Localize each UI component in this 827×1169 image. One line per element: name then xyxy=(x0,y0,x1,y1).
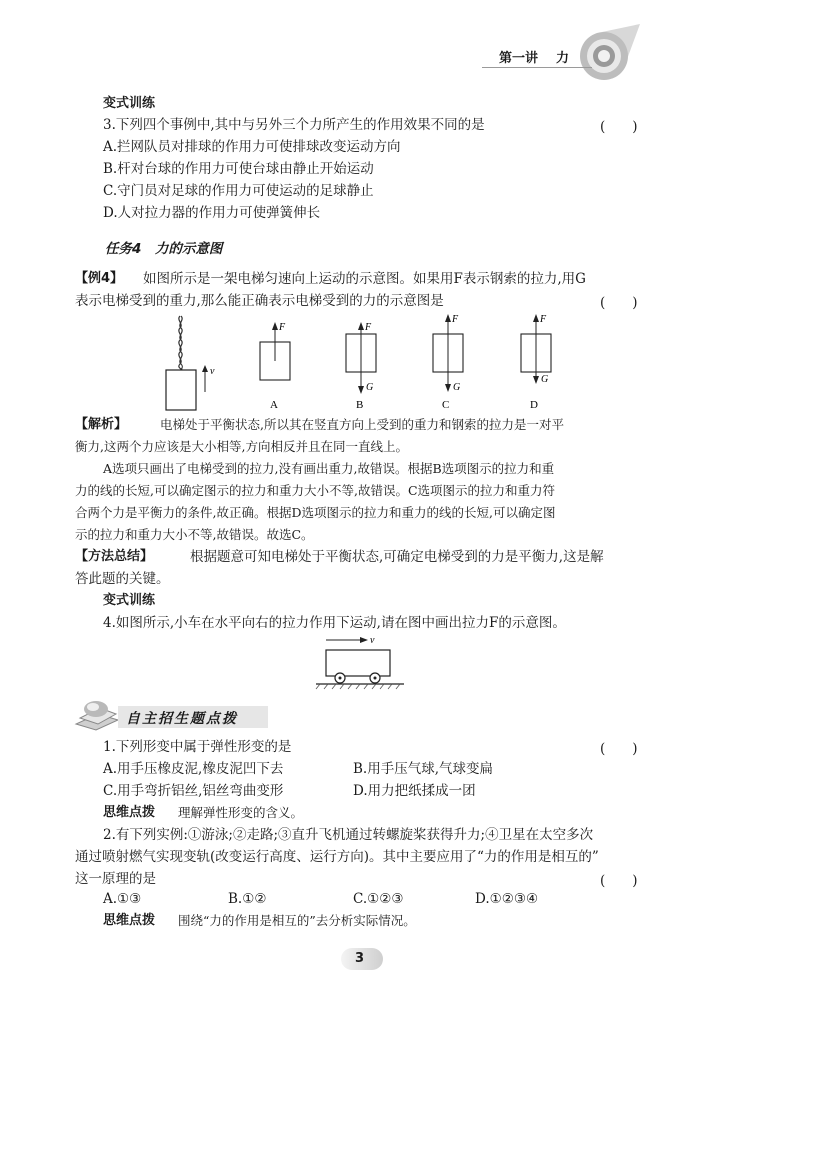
header-section: 第一讲 xyxy=(499,51,539,66)
option-a: A.拦网队员对排球的作用力可使排球改变运动方向 xyxy=(103,139,401,155)
method-line-2: 答此题的关键。 xyxy=(75,571,170,587)
example-line-2: 表示电梯受到的重力,那么能正确表示电梯受到的力的示意图是 xyxy=(75,293,444,309)
book-icon xyxy=(72,696,122,736)
diagram-b-label: B xyxy=(356,399,364,411)
elevator-velocity-label: v xyxy=(210,366,215,377)
selfstudy-q2-line-3: 这一原理的是 xyxy=(75,871,156,887)
selfstudy-q2-line-2: 通过喷射燃气实现变轨(改变运行高度、运行方向)。其中主要应用了“力的作用是相互的” xyxy=(75,849,599,865)
page-number: 3 xyxy=(355,951,365,966)
example-line-1: 如图所示是一架电梯匀速向上运动的示意图。如果用F表示钢索的拉力,用G xyxy=(143,271,586,287)
analysis-line-6: 示的拉力和重力大小不等,故错误。故选C。 xyxy=(75,527,314,542)
q2-paren: ( ) xyxy=(600,873,638,889)
q2-option-a: A.①③ xyxy=(103,891,142,907)
diagram-d-force-f: F xyxy=(540,314,547,325)
option-c: C.守门员对足球的作用力可使运动的足球静止 xyxy=(103,183,374,199)
q2-hint-label: 思维点拨 xyxy=(103,913,156,928)
diagram-d-force-g: G xyxy=(541,374,549,385)
q2-option-b: B.①② xyxy=(228,891,267,907)
diagram-d-label: D xyxy=(530,399,538,411)
method-label: 【方法总结】 xyxy=(75,549,154,564)
answer-paren: ( ) xyxy=(600,119,638,135)
header-badge-icon xyxy=(574,22,646,84)
cart-figure xyxy=(312,633,412,691)
analysis-line-5: 合两个力是平衡力的条件,故正确。根据D选项图示的拉力和重力的线的长短,可以确定图 xyxy=(75,505,556,520)
elevator-car xyxy=(166,370,196,410)
cart-body xyxy=(326,650,390,676)
diagram-b-force-g: G xyxy=(366,382,374,393)
diagram-a-force-f: F xyxy=(279,322,286,333)
analysis-line-2: 衡力,这两个力应该是大小相等,方向相反并且在同一直线上。 xyxy=(75,439,408,454)
header-rule xyxy=(482,67,592,68)
q1-option-d: D.用力把纸揉成一团 xyxy=(353,783,476,799)
option-d: D.人对拉力器的作用力可使弹簧伸长 xyxy=(103,205,321,221)
example-paren: ( ) xyxy=(600,295,638,311)
task-title: 任务4 力的示意图 xyxy=(105,241,223,257)
q1-hint-label: 思维点拨 xyxy=(103,805,156,820)
selfstudy-q2-line-1: 2.有下列实例:①游泳;②走路;③直升飞机通过转螺旋桨获得升力;④卫星在太空多次 xyxy=(103,827,594,843)
question-3: 3.下列四个事例中,其中与另外三个力所产生的作用效果不同的是 xyxy=(103,117,485,133)
option-b: B.杆对台球的作用力可使台球由静止开始运动 xyxy=(103,161,374,177)
q2-option-c: C.①②③ xyxy=(353,891,404,907)
analysis-line-1: 电梯处于平衡状态,所以其在竖直方向上受到的重力和钢索的拉力是一对平 xyxy=(160,417,564,432)
selfstudy-q1: 1.下列形变中属于弹性形变的是 xyxy=(103,739,292,755)
practice-heading: 变式训练 xyxy=(103,96,156,111)
elevator-figure xyxy=(150,312,570,414)
q1-option-c: C.用手弯折铝丝,铝丝弯曲变形 xyxy=(103,783,284,799)
practice-2-heading: 变式训练 xyxy=(103,593,156,608)
q1-option-b: B.用手压气球,气球变扁 xyxy=(353,761,494,777)
cart-velocity-label: v xyxy=(370,635,375,646)
diagram-a-label: A xyxy=(270,399,278,411)
q2-option-d: D.①②③④ xyxy=(475,891,539,907)
q2-hint: 围绕“力的作用是相互的”去分析实际情况。 xyxy=(178,913,416,928)
diagram-b-force-f: F xyxy=(365,322,372,333)
diagram-c-force-f: F xyxy=(452,314,459,325)
header-title: 力 xyxy=(556,51,570,66)
q1-hint: 理解弹性形变的含义。 xyxy=(178,805,304,820)
q1-option-a: A.用手压橡皮泥,橡皮泥凹下去 xyxy=(103,761,284,777)
diagram-c-force-g: G xyxy=(453,382,461,393)
q1-paren: ( ) xyxy=(600,741,638,757)
example-label: 【例4】 xyxy=(75,271,124,286)
question-4: 4.如图所示,小车在水平向右的拉力作用下运动,请在图中画出拉力F的示意图。 xyxy=(103,615,566,631)
diagram-c-label: C xyxy=(442,399,450,411)
method-line-1: 根据题意可知电梯处于平衡状态,可确定电梯受到的力是平衡力,这是解 xyxy=(190,549,604,565)
analysis-line-3: A选项只画出了电梯受到的拉力,没有画出重力,故错误。根据B选项图示的拉力和重 xyxy=(103,461,555,476)
elevator-cable xyxy=(179,316,183,370)
analysis-label: 【解析】 xyxy=(75,417,128,432)
banner-title: 自主招生题点拨 xyxy=(126,711,238,727)
analysis-line-4: 力的线的长短,可以确定图示的拉力和重力大小不等,故错误。C选项图示的拉力和重力符 xyxy=(75,483,556,498)
